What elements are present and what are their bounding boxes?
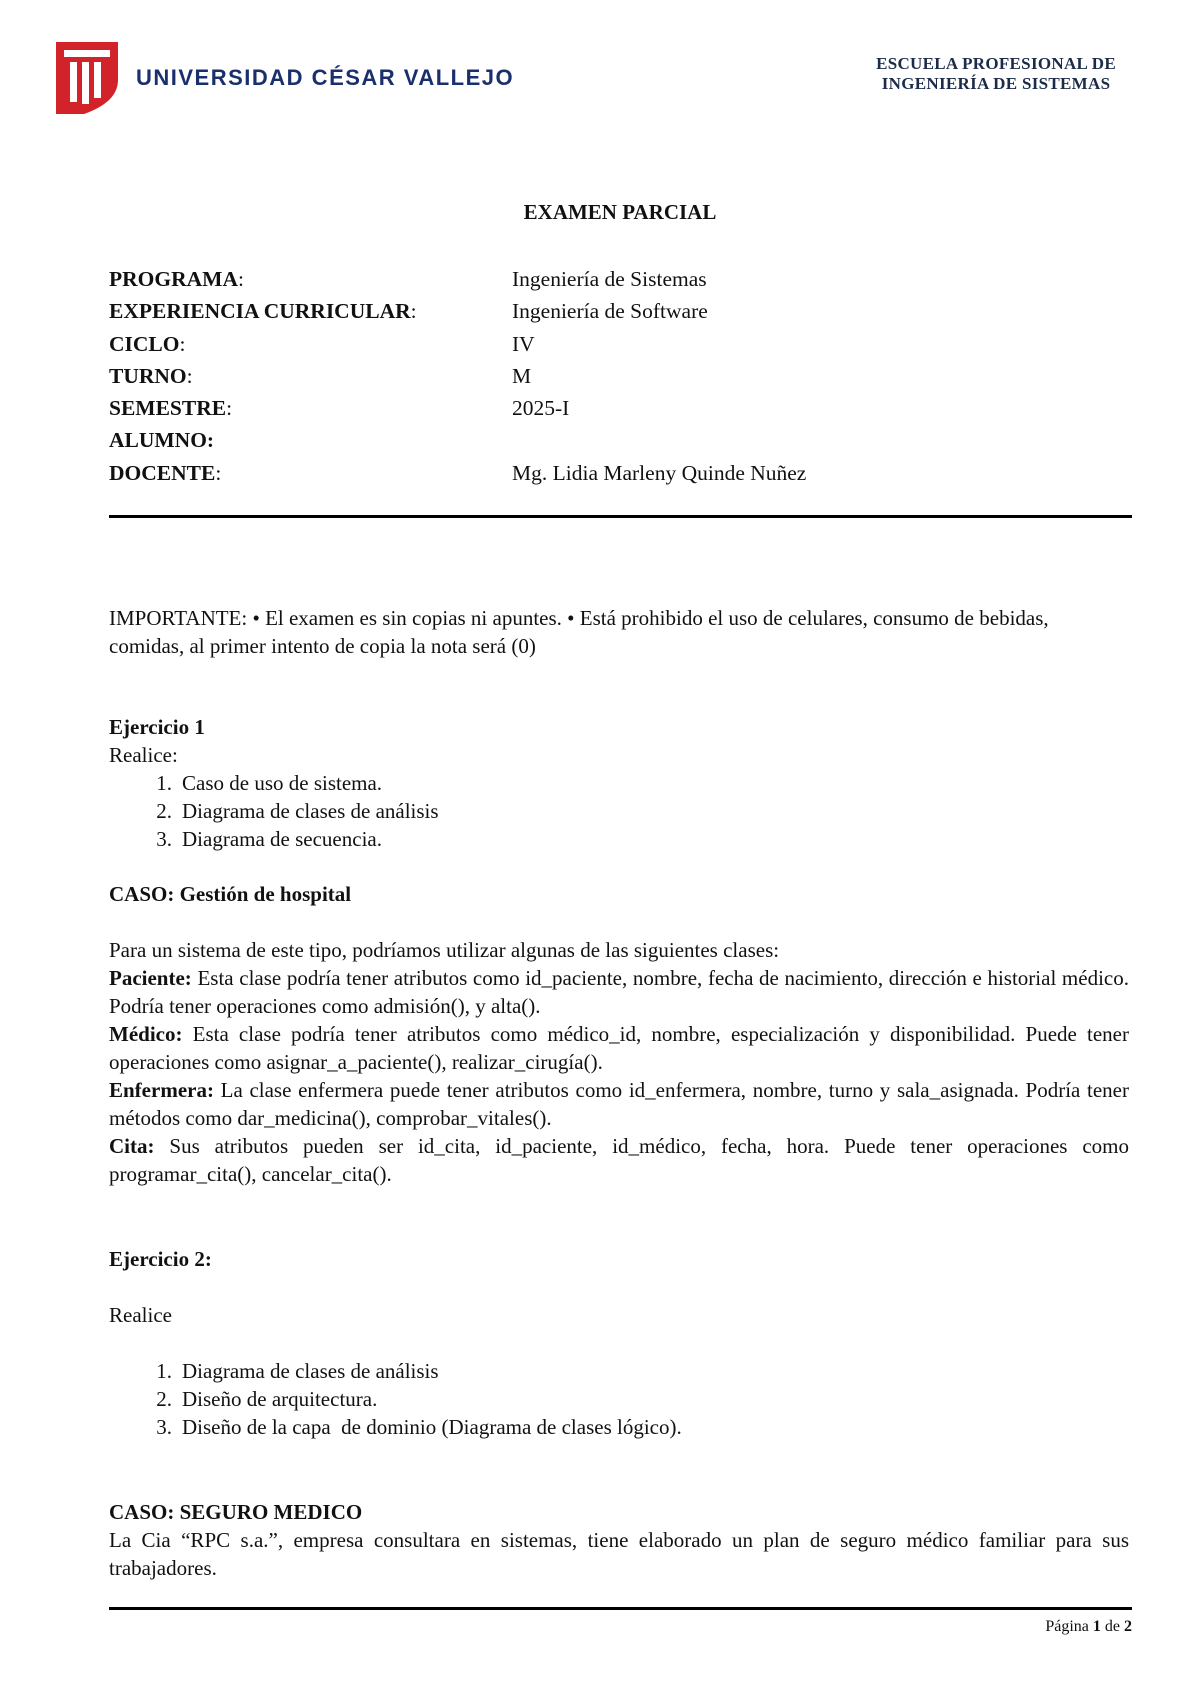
- ejercicio-1: [109, 713, 1129, 853]
- list-item: 1. Caso de uso de sistema.: [156, 771, 383, 795]
- info-row-semestre: SEMESTRE: 2025-I: [109, 392, 806, 424]
- caso-1-heading: CASO: Gestión de hospital: [109, 882, 352, 906]
- ejercicio-2-list: [109, 1357, 1129, 1441]
- header-divider: [109, 515, 1132, 518]
- class-cita: Cita: Sus atributos pueden ser id_cita, id_paciente, id_médico, fecha, hora. Puede tener operaciones como programar_cita(), cancelar_cita().: [109, 1134, 1129, 1186]
- info-label: ALUMNO:: [109, 428, 215, 453]
- list-item: 2. Diagrama de clases de análisis: [156, 799, 439, 823]
- list-item: 2. Diseño de arquitectura.: [156, 1387, 378, 1411]
- info-value: 2025-I: [512, 396, 570, 421]
- ucv-shield-icon: [54, 40, 120, 116]
- university-name: UNIVERSIDAD CÉSAR VALLEJO: [136, 65, 515, 90]
- ejercicio-1-heading: Ejercicio 1: [109, 715, 205, 739]
- class-paciente: Paciente: Esta clase podría tener atributos como id_paciente, nombre, fecha de nacimiento, dirección e historial médico. Podría tener operaciones como admisión(), y alta().: [109, 966, 1129, 1018]
- info-value: Ingeniería de Software: [512, 299, 708, 324]
- info-row-programa: PROGRAMA: Ingeniería de Sistemas: [109, 263, 806, 295]
- ejercicio-1-list: [109, 769, 1129, 853]
- exam-info: [109, 263, 806, 489]
- info-value: Mg. Lidia Marleny Quinde Nuñez: [512, 460, 807, 485]
- info-value: Ingeniería de Sistemas: [512, 267, 707, 291]
- info-row-turno: TURNO: M: [109, 360, 806, 392]
- ejercicio-1-intro: Realice:: [109, 743, 178, 767]
- school-line-1: ESCUELA PROFESIONAL DE: [876, 54, 1116, 73]
- info-row-docente: DOCENTE: Mg. Lidia Marleny Quinde Nuñez: [109, 457, 806, 489]
- ejercicio-2: [109, 1245, 1129, 1441]
- caso-hospital: [109, 880, 1129, 1188]
- caso-2-heading: CASO: SEGURO MEDICO: [109, 1500, 363, 1524]
- list-item: 1. Diagrama de clases de análisis: [156, 1359, 439, 1383]
- ejercicio-2-intro: Realice: [109, 1303, 172, 1327]
- info-value: IV: [512, 331, 535, 356]
- info-label: SEMESTRE: [109, 396, 227, 421]
- university-logo: [54, 40, 514, 116]
- footer-divider: [109, 1607, 1132, 1610]
- info-row-experiencia: EXPERIENCIA CURRICULAR: Ingeniería de Software: [109, 295, 806, 327]
- ejercicio-2-heading: Ejercicio 2:: [109, 1247, 212, 1271]
- info-row-alumno: [109, 424, 806, 456]
- caso-seguro-medico: [109, 1498, 1129, 1582]
- caso-2-text: La Cia “RPC s.a.”, empresa consultara en sistemas, tiene elaborado un plan de seguro médico familiar para sus trabajadores.: [109, 1528, 1129, 1580]
- class-medico: Médico: Esta clase podría tener atributos como médico_id, nombre, especialización y disponibilidad. Puede tener operaciones como asignar_a_paciente(), realizar_cirugía().: [109, 1022, 1129, 1074]
- info-label: PROGRAMA: [109, 267, 238, 291]
- exam-title: EXAMEN PARCIAL: [523, 200, 717, 224]
- info-row-ciclo: CICLO: IV: [109, 328, 806, 360]
- caso-1-intro: Para un sistema de este tipo, podríamos utilizar algunas de las siguientes clases:: [109, 938, 780, 962]
- info-label: EXPERIENCIA CURRICULAR: [109, 299, 411, 324]
- school-line-2: INGENIERÍA DE SISTEMAS: [881, 74, 1111, 93]
- page-number: Página 1 de 2: [1045, 1618, 1132, 1635]
- list-item: 3. Diagrama de secuencia.: [156, 827, 382, 851]
- info-value: M: [512, 363, 532, 388]
- school-name: [876, 54, 1116, 94]
- important-notice: IMPORTANTE: • El examen es sin copias ni apuntes. • Está prohibido el uso de celulares, consumo de bebidas, comidas, al primer intento de copia la nota será (0): [109, 606, 1049, 658]
- info-label: CICLO: [109, 331, 180, 356]
- info-label: TURNO: [109, 363, 187, 388]
- class-enfermera: Enfermera: La clase enfermera puede tener atributos como id_enfermera, nombre, turno y sala_asignada. Podría tener métodos como dar_medicina(), comprobar_vitales().: [109, 1078, 1129, 1130]
- info-label: DOCENTE: [109, 460, 216, 485]
- list-item: 3. Diseño de la capa de dominio (Diagrama de clases lógico).: [156, 1415, 682, 1439]
